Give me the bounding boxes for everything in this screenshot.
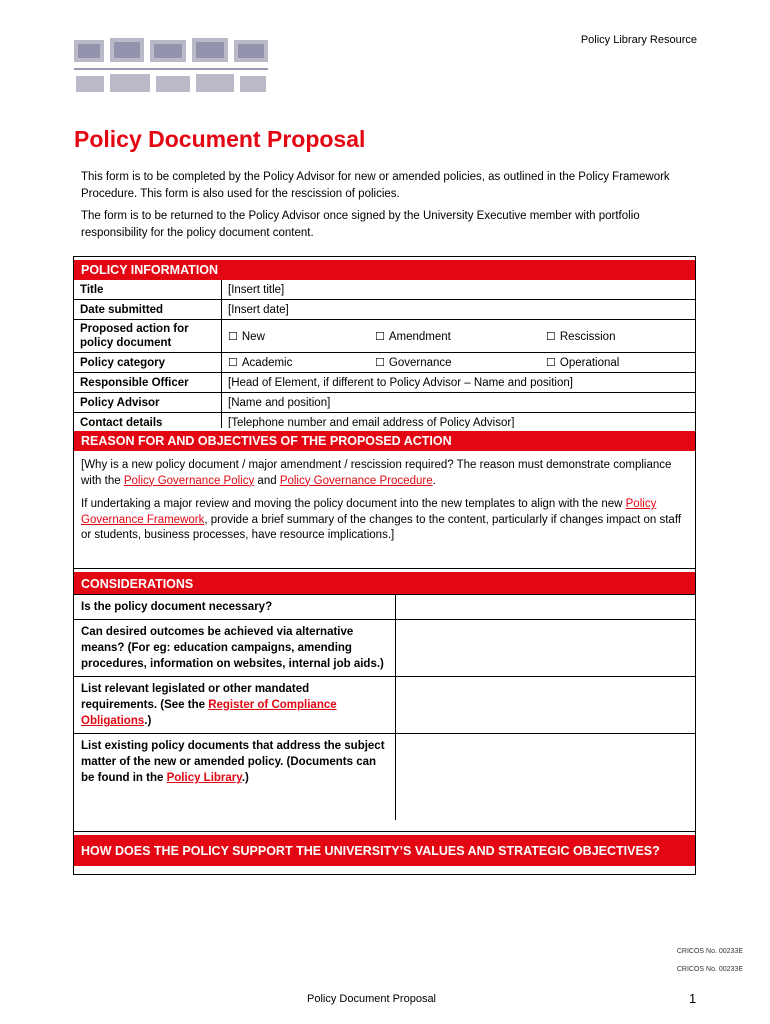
option-operational[interactable]	[546, 356, 619, 369]
table-row	[74, 373, 695, 393]
option-amendment[interactable]	[375, 330, 546, 343]
field-label: Policy Advisor	[74, 393, 222, 413]
policy-governance-procedure-link[interactable]: Policy Governance Procedure	[279, 474, 433, 487]
intro-text	[81, 169, 691, 247]
page-title: Policy Document Proposal	[74, 126, 366, 152]
table-row	[74, 620, 695, 677]
cricos-number: CRICOS No. 00233E	[676, 948, 743, 955]
question-necessary: Is the policy document necessary?	[74, 595, 396, 620]
contact-details-field[interactable]: [Telephone number and email address of Policy Advisor]	[222, 413, 696, 433]
values-section	[73, 831, 696, 875]
text-span: List existing policy documents that address the subject matter of the new or amended policy. (Documents can be found in the	[81, 740, 385, 784]
field-label: Contact details	[74, 413, 222, 433]
checkbox-icon[interactable]: ☐	[228, 330, 238, 343]
reason-text[interactable]	[74, 451, 695, 572]
option-governance[interactable]	[375, 356, 546, 369]
reason-heading: REASON FOR AND OBJECTIVES OF THE PROPOSED ACTION	[74, 428, 695, 451]
option-label: New	[241, 330, 265, 343]
text-span: List relevant legislated or other mandated requirements. (See the	[81, 683, 310, 711]
checkbox-icon[interactable]: ☐	[546, 357, 556, 369]
register-of-compliance-obligations-link[interactable]: Register of Compliance Obligations	[81, 699, 337, 727]
responsible-officer-field[interactable]: [Head of Element, if different to Policy Advisor – Name and position]	[222, 373, 696, 393]
text-span: .	[432, 474, 436, 487]
values-heading: HOW DOES THE POLICY SUPPORT THE UNIVERSITY’S VALUES AND STRATEGIC OBJECTIVES?	[74, 832, 695, 866]
text-span: If undertaking a major review and moving the policy document into the new templates to align with the new	[81, 498, 626, 510]
question-legislated-requirements	[74, 677, 396, 734]
policy-information-table	[74, 280, 695, 433]
field-label: Policy category	[74, 353, 222, 373]
policy-information-heading: POLICY INFORMATION	[74, 257, 695, 280]
field-label: Date submitted	[74, 300, 222, 320]
option-label: Operational	[559, 357, 620, 369]
option-label: Amendment	[388, 330, 451, 343]
considerations-section	[73, 568, 696, 834]
field-label: Proposed action for policy document	[74, 320, 222, 353]
reason-paragraph-1	[81, 458, 688, 489]
checkbox-icon[interactable]: ☐	[546, 330, 556, 343]
policy-category-options	[222, 353, 696, 373]
checkbox-icon[interactable]: ☐	[228, 357, 238, 369]
policy-governance-policy-link[interactable]: Policy Governance Policy	[123, 474, 255, 487]
table-row	[74, 734, 695, 821]
table-row	[74, 280, 695, 300]
field-label: Title	[74, 280, 222, 300]
field-label: Responsible Officer	[74, 373, 222, 393]
option-label: Academic	[241, 357, 293, 369]
policy-advisor-field[interactable]: [Name and position]	[222, 393, 696, 413]
header-resource-label: Policy Library Resource	[580, 34, 697, 46]
text-span: .)	[241, 772, 249, 784]
option-label: Rescission	[559, 330, 616, 343]
table-row	[74, 300, 695, 320]
checkbox-icon[interactable]: ☐	[375, 357, 385, 369]
reason-paragraph-2	[81, 497, 688, 544]
option-academic[interactable]	[228, 356, 375, 369]
table-row	[74, 393, 695, 413]
table-row	[74, 677, 695, 734]
policy-library-link[interactable]: Policy Library	[166, 772, 242, 784]
intro-paragraph-1: This form is to be completed by the Policy Advisor for new or amended policies, as outlined in the Policy Framework Procedure. This form is also used for the rescission of policies.	[81, 171, 670, 200]
text-span: .)	[144, 715, 152, 727]
table-row	[74, 595, 695, 620]
answer-cell[interactable]	[396, 595, 696, 620]
question-existing-documents	[74, 734, 396, 821]
text-span: , provide a brief summary of the changes to the content, particularly if changes impact on staff or students, business processes, have resource implications.]	[81, 513, 682, 541]
policy-governance-framework-link[interactable]: Policy Governance Framework	[81, 498, 657, 526]
intro-paragraph-2: The form is to be returned to the Policy Advisor once signed by the University Executive member with portfolio responsibility for the policy document content.	[81, 210, 640, 239]
option-rescission[interactable]	[546, 330, 615, 343]
option-new[interactable]	[228, 330, 375, 343]
page-number: 1	[689, 991, 697, 1006]
option-label: Governance	[388, 357, 452, 369]
answer-cell[interactable]	[396, 677, 696, 734]
answer-cell[interactable]	[396, 734, 696, 821]
university-logo	[72, 36, 270, 96]
date-submitted-field[interactable]: [Insert date]	[222, 300, 696, 320]
policy-information-section	[73, 256, 696, 434]
proposed-action-options	[222, 320, 696, 353]
considerations-table	[74, 594, 695, 820]
table-row	[74, 320, 695, 353]
reason-section	[73, 428, 696, 569]
cricos-number: CRICOS No. 00233E	[676, 966, 743, 973]
footer-document-title: Policy Document Proposal	[307, 993, 437, 1005]
table-row	[74, 353, 695, 373]
checkbox-icon[interactable]: ☐	[375, 330, 385, 343]
answer-cell[interactable]	[396, 620, 696, 677]
question-alternative-means: Can desired outcomes be achieved via alternative means? (For eg: education campaigns, amending procedures, information on websites, internal job aids.)	[74, 620, 396, 677]
text-span: and	[254, 474, 280, 487]
text-span: [Why is a new policy document / major amendment / rescission required? The reason must demonstrate compliance with the	[81, 459, 672, 487]
title-field[interactable]: [Insert title]	[222, 280, 696, 300]
considerations-heading: CONSIDERATIONS	[74, 569, 695, 594]
